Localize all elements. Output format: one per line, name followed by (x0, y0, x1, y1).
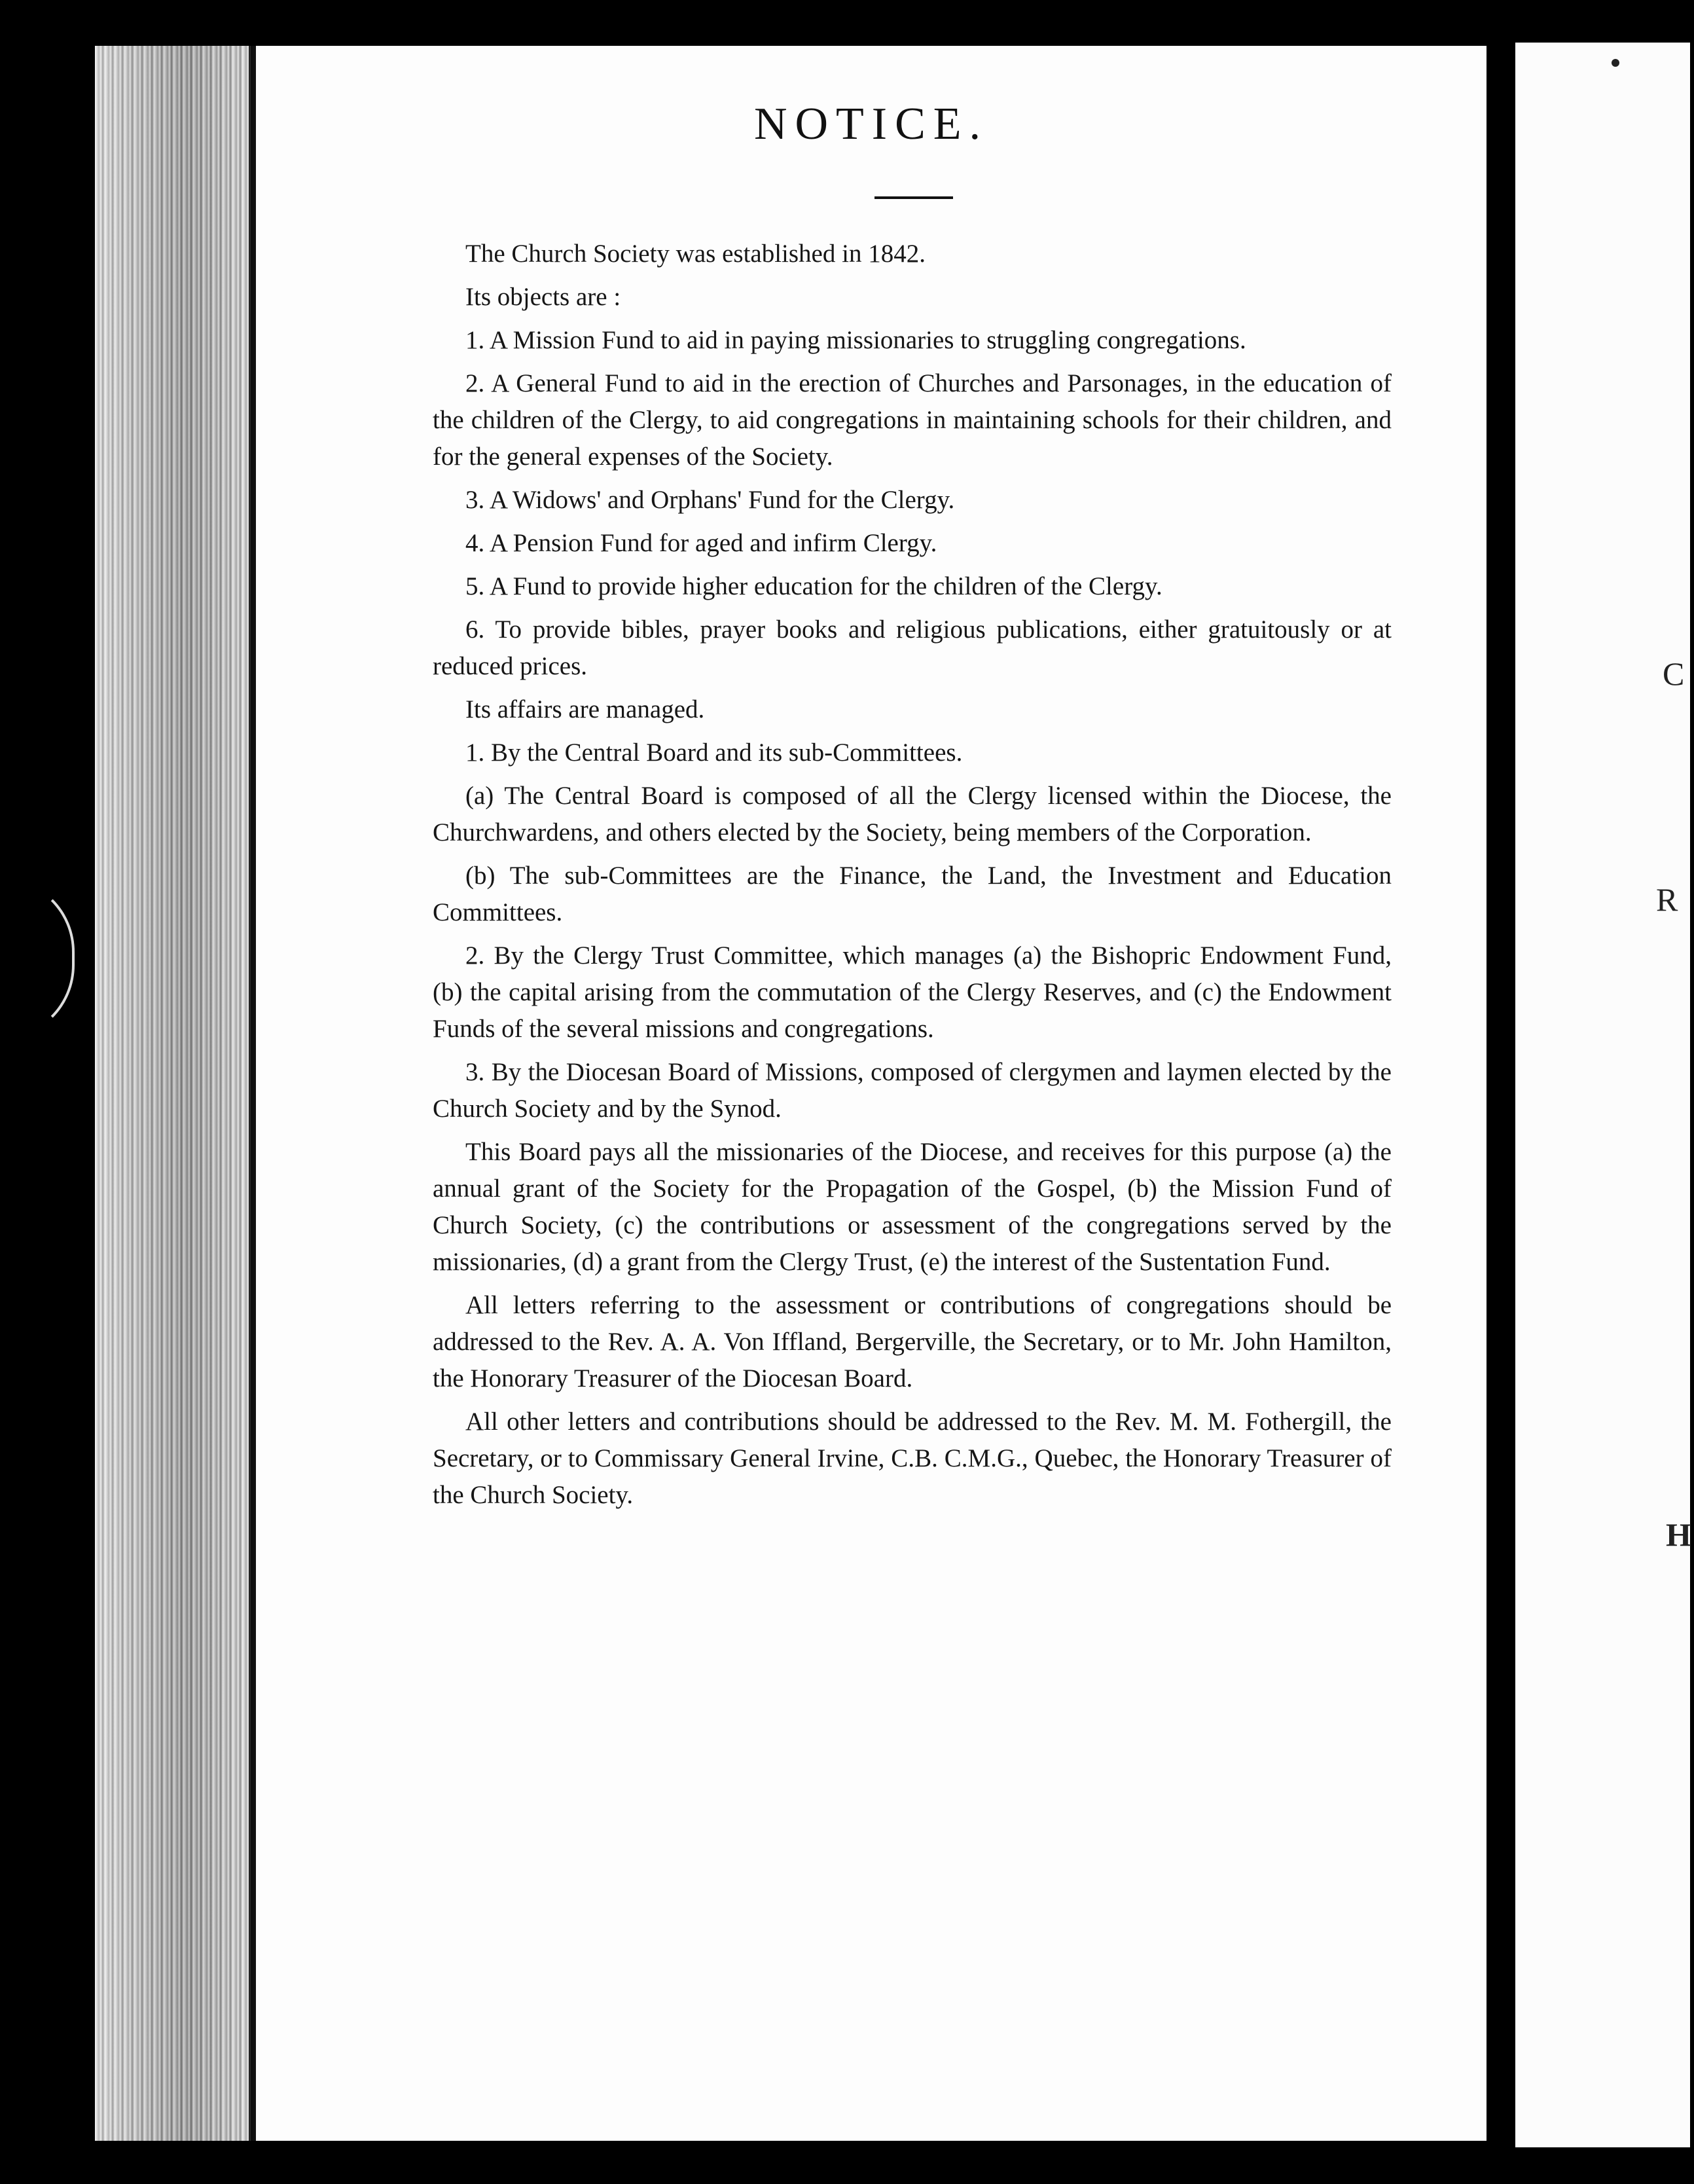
book-page-edges (95, 46, 251, 2141)
paragraph-management-1b: (b) The sub-Committees are the Finance, the Land, the Investment and Education Committees. (433, 862, 1392, 926)
paragraph-object-4: 4. A Pension Fund for aged and infirm Clergy. (465, 529, 937, 557)
page-edge-shading (95, 46, 249, 2141)
paragraph-management-2: 2. By the Clergy Trust Committee, which manages (a) the Bishopric Endowment Fund, (b) the capital arising from the commutation of the Clergy Reserves, and (c) the Endowment Funds of the several missions and congregations. (433, 941, 1392, 1043)
notice-body (433, 236, 1392, 1520)
paragraph-affairs-heading: Its affairs are managed. (465, 695, 705, 723)
adjacent-page-fragment-c: C (1663, 655, 1687, 692)
paragraph-object-3: 3. A Widows' and Orphans' Fund for the Clergy. (465, 486, 955, 514)
left-edge-mark (0, 877, 75, 1040)
paragraph-board-pays: This Board pays all the missionaries of the Diocese, and receives for this purpose (a) the annual grant of the Society for the Propagation of the Gospel, (b) the Mission Fund of Church Society, (c) the contributions or assessment of the congregations served by the missionaries, (d) a grant from the Clergy Trust, (e) the interest of the Sustentation Fund. (433, 1138, 1392, 1276)
title-rule (874, 196, 953, 199)
document-page (252, 46, 1487, 2141)
paragraph-objects-heading: Its objects are : (465, 283, 621, 311)
paragraph-object-5: 5. A Fund to provide higher education for the children of the Clergy. (465, 572, 1162, 600)
paragraph-management-1a: (a) The Central Board is composed of all the Clergy licensed within the Diocese, the Churchwardens, and others elected by the Society, being members of the Corporation. (433, 782, 1392, 846)
paragraph-object-6: 6. To provide bibles, prayer books and religious publications, either gratuitously or at reduced prices. (433, 615, 1392, 680)
adjacent-page-fragment-r: R (1656, 881, 1681, 918)
paragraph-object-2: 2. A General Fund to aid in the erection of Churches and Parsonages, in the education of the children of the Clergy, to aid congregations in maintaining schools for their children, and for the general expenses of the Society. (433, 369, 1392, 471)
adjacent-page-speck (1612, 59, 1619, 67)
notice-title: NOTICE. (753, 99, 989, 149)
adjacent-page (1515, 43, 1690, 2147)
paragraph-letters-assessment: All letters referring to the assessment or contributions of congregations should be addressed to the Rev. A. A. Von Iffland, Bergerville, the Secretary, or to Mr. John Hamilton, the Honorary Treasurer of the Diocesan Board. (433, 1291, 1392, 1392)
paragraph-management-3: 3. By the Diocesan Board of Missions, composed of clergymen and laymen elected by the Church Society and by the Synod. (433, 1058, 1392, 1123)
adjacent-page-fragment-h: H (1666, 1516, 1694, 1553)
paragraph-object-1: 1. A Mission Fund to aid in paying missionaries to struggling congregations. (465, 326, 1246, 354)
paragraph-established: The Church Society was established in 1842. (465, 240, 926, 268)
paragraph-management-1: 1. By the Central Board and its sub-Committees. (465, 738, 963, 767)
paragraph-other-letters: All other letters and contributions should be addressed to the Rev. M. M. Fothergill, the Secretary, or to Commissary General Irvine, C.B. C.M.G., Quebec, the Honorary Treasurer of the Church Society. (433, 1408, 1392, 1509)
